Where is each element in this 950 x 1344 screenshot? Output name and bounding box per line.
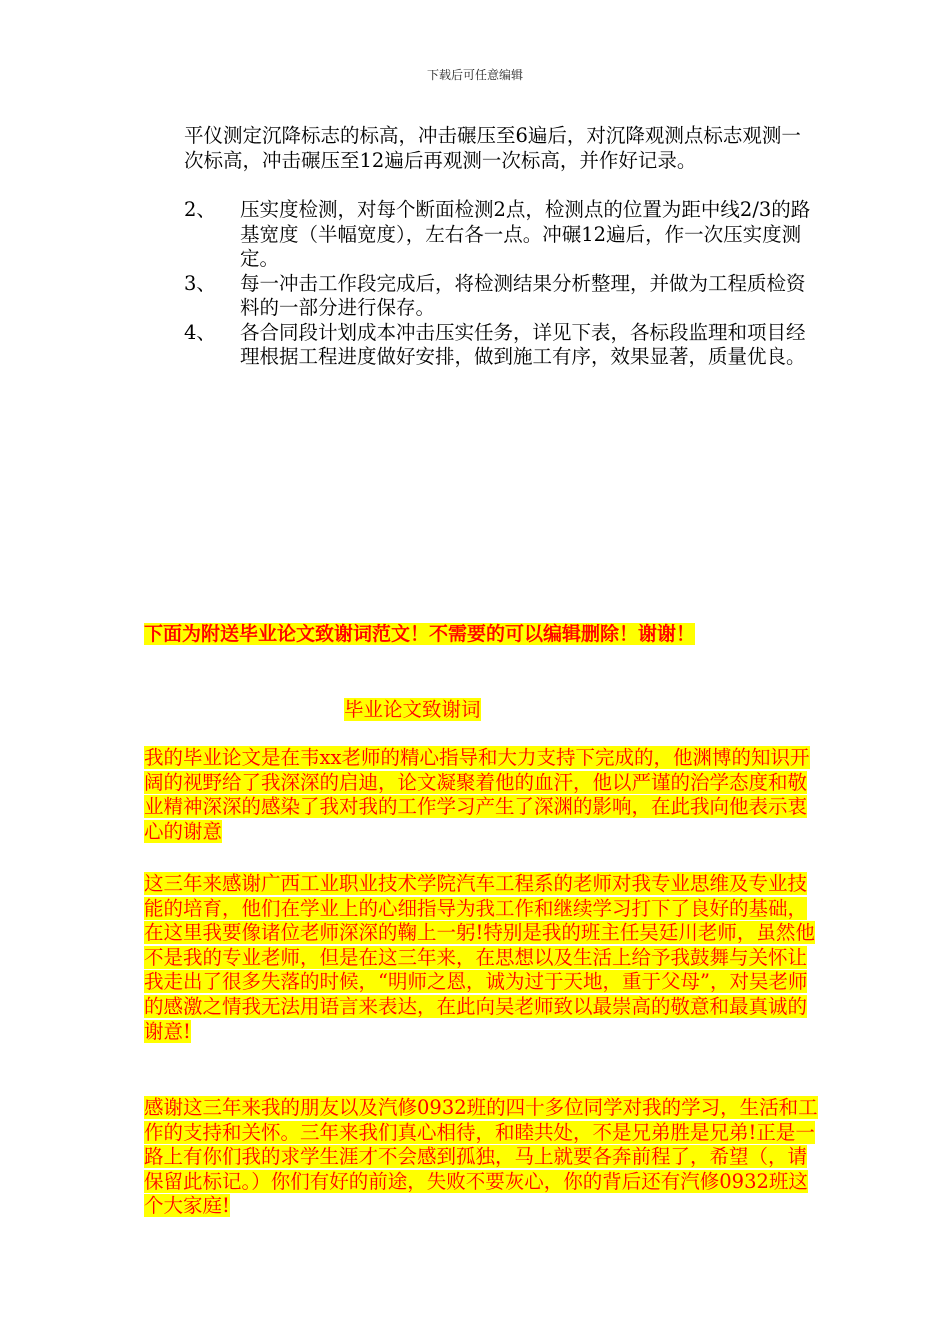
ack-paragraph-text: 感谢这三年来我的朋友以及汽修0932班的四十多位同学对我的学习，生活和工作的支持和关怀。三年来我们真心相待，和睦共处，不是兄弟胜是兄弟!正是一路上有你们我的求学生涯才不会感到孤独，马上就要各奔前程了，希望（，请保留此标记。）你们有好的前途，失败不要灰心，你的背后还有汽修0932班这个大家庭! — [144, 1096, 818, 1218]
ack-paragraph-text: 我的毕业论文是在韦xx老师的精心指导和大力支持下完成的，他渊博的知识开阔的视野给了我深深的启迪，论文凝聚着他的血汗，他以严谨的治学态度和敬业精神深深的感染了我对我的工作学习产生了深渊的影响，在此我向他表示衷心的谢意 — [144, 746, 810, 843]
ack-paragraph — [144, 746, 824, 844]
appendix-notice — [144, 621, 824, 647]
list-item — [184, 321, 814, 370]
ack-title — [344, 697, 481, 723]
intro-paragraph: 平仪测定沉降标志的标高，冲击碾压至6遍后，对沉降观测点标志观测一次标高，冲击碾压至12遍后再观测一次标高，并作好记录。 — [184, 124, 801, 172]
ack-title-text: 毕业论文致谢词 — [344, 698, 481, 721]
list-item — [184, 272, 814, 321]
page-header: 下载后可任意编辑 — [426, 68, 523, 82]
ack-paragraph — [144, 872, 824, 1044]
list-item-text: 每一冲击工作段完成后，将检测结果分析整理，并做为工程质检资料的一部分进行保存。 — [240, 271, 806, 319]
list-item-number: 4、 — [184, 320, 216, 344]
numbered-list — [184, 198, 814, 370]
list-item-number: 3、 — [184, 271, 216, 295]
list-item-text: 压实度检测，对每个断面检测2点，检测点的位置为距中线2/3的路基宽度（半幅宽度），左右各一点。冲碾12遍后，作一次压实度测定。 — [240, 198, 811, 270]
ack-paragraph — [144, 1096, 824, 1219]
list-item — [184, 198, 814, 272]
list-item-number: 2、 — [184, 198, 216, 221]
ack-paragraph-text: 这三年来感谢广西工业职业技术学院汽车工程系的老师对我专业思维及专业技能的培育，他们在学业上的心细指导为我工作和继续学习打下了良好的基础，在这里我要像诸位老师深深的鞠上一躬!特别是我的班主任吴廷川老师，虽然他不是我的专业老师，但是在这三年来，在思想以及生活上给予我鼓舞与关怀让我走出了很多失落的时候，“明师之恩，诚为过于天地，重于父母”，对吴老师的感激之情我无法用语言来表达，在此向吴老师致以最崇高的敬意和最真诚的谢意! — [144, 872, 815, 1043]
appendix-notice-text: 下面为附送毕业论文致谢词范文！不需要的可以编辑删除！谢谢！ — [144, 623, 696, 645]
list-item-text: 各合同段计划成本冲击压实任务，详见下表，各标段监理和项目经理根据工程进度做好安排，做到施工有序，效果显著，质量优良。 — [240, 320, 806, 368]
